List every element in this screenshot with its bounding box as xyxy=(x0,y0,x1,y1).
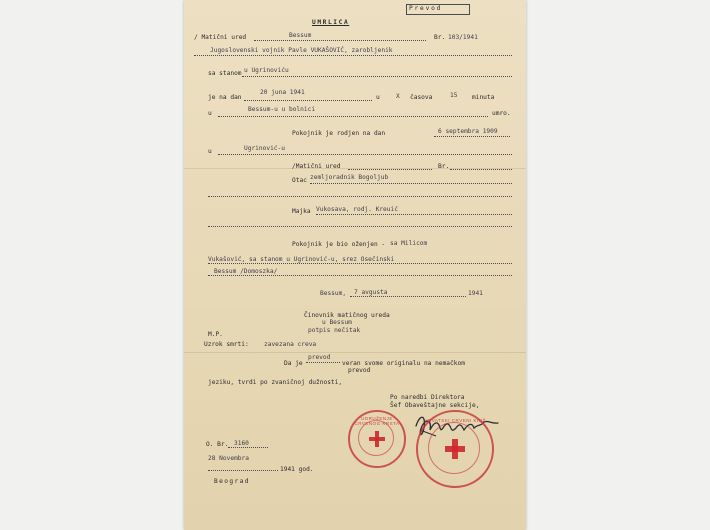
footer-number-label: O. Br. xyxy=(206,441,229,448)
deceased-name: Jugoslovenski vojnik Pavle VUKAŠOVIĆ, zarobljenik xyxy=(210,47,393,54)
mother-value: Vukosava, rodj. Kreuić xyxy=(316,206,398,213)
certificate-page xyxy=(184,0,526,530)
registry-number: 103/1941 xyxy=(448,34,478,41)
verify-text: veran svome originalu na nemačkom xyxy=(342,360,465,367)
death-place-prefix: u xyxy=(208,110,212,117)
red-cross-stamp xyxy=(348,410,406,468)
footer-city: Beograd xyxy=(214,478,250,485)
death-hour: X xyxy=(396,93,400,100)
residence-label: sa stanom xyxy=(208,70,242,77)
signatory-line-2: Šef Obaveštajne sekcije, xyxy=(390,402,480,409)
registry-number-label: Br. xyxy=(434,34,446,41)
cause-value: zavezana creva xyxy=(264,341,317,348)
official-title: Činovnik matičnog ureda xyxy=(304,312,390,319)
stamp-text: UDRUŽENJE CRVENOG KRSTA xyxy=(354,416,400,426)
death-died-label: umro. xyxy=(492,110,511,117)
issue-place: Bessum, xyxy=(320,290,347,297)
stamp-text: HRVATSKI CRVENI KRIŽ xyxy=(424,418,486,423)
registry2-number-label: Br. xyxy=(438,163,450,170)
registry2-label: /Matični ured xyxy=(292,163,341,170)
birth-place-prefix: u xyxy=(208,148,212,155)
birth-date: 6 septembra 1909 xyxy=(438,128,498,135)
father-label: Otac xyxy=(292,177,307,184)
issue-year: 1941 xyxy=(468,290,483,297)
marriage-line-2: Vukašović, sa stanom u Ugrinović-u, srez Osečinski xyxy=(208,256,395,263)
mother-label: Majka xyxy=(292,208,311,215)
verify-sub: prevod xyxy=(348,367,371,374)
registry-value: Bessum xyxy=(289,32,312,39)
seal-mark: M.P. xyxy=(208,331,223,338)
marriage-spouse: sa Milicom xyxy=(390,240,428,247)
translation-label: Prevod xyxy=(409,5,443,12)
footer-date: 28 Novembra xyxy=(208,455,249,462)
croatian-red-cross-stamp xyxy=(416,410,494,488)
death-minute: 15 xyxy=(450,92,458,99)
red-cross-icon xyxy=(445,439,465,459)
death-at-label: u xyxy=(376,94,380,101)
verify-line-2: jeziku, tvrdi po zvaničnoj dužnosti, xyxy=(208,379,343,386)
death-date: 20 juna 1941 xyxy=(260,89,305,96)
registry-label: / Matični ured xyxy=(194,34,247,41)
marriage-line-3: Bessum /Domoszka/ xyxy=(214,268,278,275)
death-date-label: je na dan xyxy=(208,94,242,101)
verify-word: prevod xyxy=(308,354,331,361)
birth-label: Pokojnik je rodjen na dan xyxy=(292,130,386,137)
footer-year: 1941 god. xyxy=(280,466,314,473)
death-place: Bessum-u u bolnici xyxy=(248,106,316,113)
birth-place: Ugrinović-u xyxy=(244,145,285,152)
death-hours-label: časova xyxy=(410,94,433,101)
official-signature-note: potpis nečitak xyxy=(308,327,361,334)
signatory-line-1: Po naredbi Direktora xyxy=(390,394,465,401)
page-title: UMRLICA xyxy=(312,19,350,26)
cause-label: Uzrok smrti: xyxy=(204,341,249,348)
official-location: u Bessum xyxy=(322,319,352,326)
paper-fold xyxy=(184,352,526,353)
footer-number: 3160 xyxy=(234,440,249,447)
residence-value: u Ugrinoviću xyxy=(244,67,289,74)
verify-prefix: Da je xyxy=(284,360,303,367)
death-minutes-label: minuta xyxy=(472,94,495,101)
red-cross-icon xyxy=(369,431,385,447)
father-value: zemljoradnik Bogoljub xyxy=(310,174,389,181)
marriage-label: Pokojnik je bio oženjen - xyxy=(292,241,386,248)
issue-date: 7 avgusta xyxy=(354,289,388,296)
